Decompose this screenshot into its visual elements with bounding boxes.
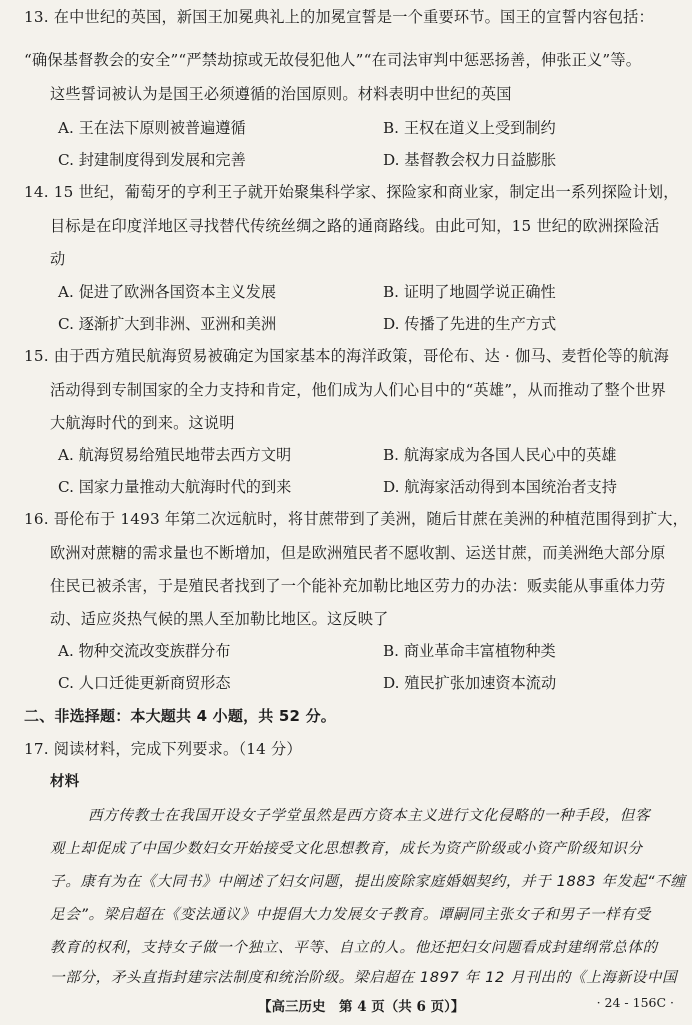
q14-option-c: C. 逐渐扩大到非洲、亚洲和美洲 bbox=[58, 315, 277, 333]
q16-option-c: C. 人口迁徙更新商贸形态 bbox=[58, 674, 231, 692]
q14-option-d: D. 传播了先进的生产方式 bbox=[383, 315, 557, 333]
q15-option-b: B. 航海家成为各国人民心中的英雄 bbox=[383, 446, 617, 464]
q16-stem-line-1: 16. 哥伦布于 1493 年第二次远航时，将甘蔗带到了美洲，随后甘蔗在美洲的种植范围得到扩大， bbox=[24, 510, 689, 528]
q15-stem-line-2: 活动得到专制国家的全力支持和肯定，他们成为人们心目中的“英雄”，从而推动了整个世界 bbox=[50, 381, 667, 399]
q17-material-line-6: 一部分，矛头直指封建宗法制度和统治阶级。梁启超在 1897 年 12 月刊出的《上海新设中国 bbox=[50, 969, 678, 986]
q17-material-line-5: 教育的权利，支持女子做一个独立、平等、自立的人。他还把妇女问题看成封建纲常总体的 bbox=[50, 939, 658, 956]
q13-stem-line-2: “确保基督教会的安全”“严禁劫掠或无故侵犯他人”“在司法审判中惩恶扬善，伸张正义”等。 bbox=[24, 51, 642, 69]
q16-option-a: A. 物种交流改变族群分布 bbox=[58, 642, 231, 660]
q17-material-line-2: 观上却促成了中国少数妇女开始接受文化思想教育，成长为资产阶级或小资产阶级知识分 bbox=[50, 840, 643, 857]
q17-material-line-1: 西方传教士在我国开设女子学堂虽然是西方资本主义进行文化侵略的一种手段，但客 bbox=[88, 807, 651, 824]
q13-option-d: D. 基督教会权力日益膨胀 bbox=[383, 151, 557, 169]
q14-stem-line-3: 动 bbox=[50, 250, 66, 268]
q16-stem-line-2: 欧洲对蔗糖的需求量也不断增加，但是欧洲殖民者不愿收割、运送甘蔗，而美洲绝大部分原 bbox=[50, 544, 666, 562]
q16-stem-line-3: 住民已被杀害，于是殖民者找到了一个能补充加勒比地区劳力的办法：贩卖能从事重体力劳 bbox=[50, 577, 666, 595]
q13-option-b: B. 王权在道义上受到制约 bbox=[383, 119, 556, 137]
q15-stem-line-3: 大航海时代的到来。这说明 bbox=[50, 414, 235, 432]
q14-stem-line-1: 14. 15 世纪，葡萄牙的亨利王子就开始聚集科学家、探险家和商业家，制定出一系列探险计划， bbox=[24, 183, 679, 201]
q15-option-c: C. 国家力量推动大航海时代的到来 bbox=[58, 478, 292, 496]
q14-stem-line-2: 目标是在印度洋地区寻找替代传统丝绸之路的通商路线。由此可知，15 世纪的欧洲探险活 bbox=[50, 217, 660, 235]
q17-material-line-3: 子。康有为在《大同书》中阐述了妇女问题，提出废除家庭婚姻契约，并于 1883 年发起“不缠 bbox=[50, 873, 686, 890]
q17-stem: 17. 阅读材料，完成下列要求。（14 分） bbox=[24, 740, 302, 758]
q17-material-line-4: 足会”。梁启超在《变法通议》中提倡大力发展女子教育。谭嗣同主张女子和男子一样有受 bbox=[50, 906, 651, 923]
q13-stem-line-3: 这些誓词被认为是国王必须遵循的治国原则。材料表明中世纪的英国 bbox=[50, 85, 512, 103]
q17-material-title: 材料 bbox=[50, 774, 80, 790]
q13-stem-line-1: 13. 在中世纪的英国，新国王加冕典礼上的加冕宣誓是一个重要环节。国王的宣誓内容包括： bbox=[24, 8, 654, 26]
q13-option-c: C. 封建制度得到发展和完善 bbox=[58, 151, 246, 169]
q15-option-d: D. 航海家活动得到本国统治者支持 bbox=[383, 478, 617, 496]
q13-option-a: A. 王在法下原则被普遍遵循 bbox=[58, 119, 246, 137]
exam-code: · 24 - 156C · bbox=[596, 995, 674, 1010]
q15-option-a: A. 航海贸易给殖民地带去西方文明 bbox=[58, 446, 292, 464]
q16-option-d: D. 殖民扩张加速资本流动 bbox=[383, 674, 557, 692]
q14-option-a: A. 促进了欧洲各国资本主义发展 bbox=[58, 283, 277, 301]
page-number-label: 【高三历史 第 4 页（共 6 页）】 bbox=[258, 999, 465, 1015]
q16-option-b: B. 商业革命丰富植物种类 bbox=[383, 642, 556, 660]
section-2-title: 二、非选择题：本大题共 4 小题，共 52 分。 bbox=[24, 707, 337, 725]
q14-option-b: B. 证明了地圆学说正确性 bbox=[383, 283, 556, 301]
q15-stem-line-1: 15. 由于西方殖民航海贸易被确定为国家基本的海洋政策，哥伦布、达 · 伽马、麦哲伦等的航海 bbox=[24, 347, 669, 365]
q16-stem-line-4: 动、适应炎热气候的黑人至加勒比地区。这反映了 bbox=[50, 610, 389, 628]
